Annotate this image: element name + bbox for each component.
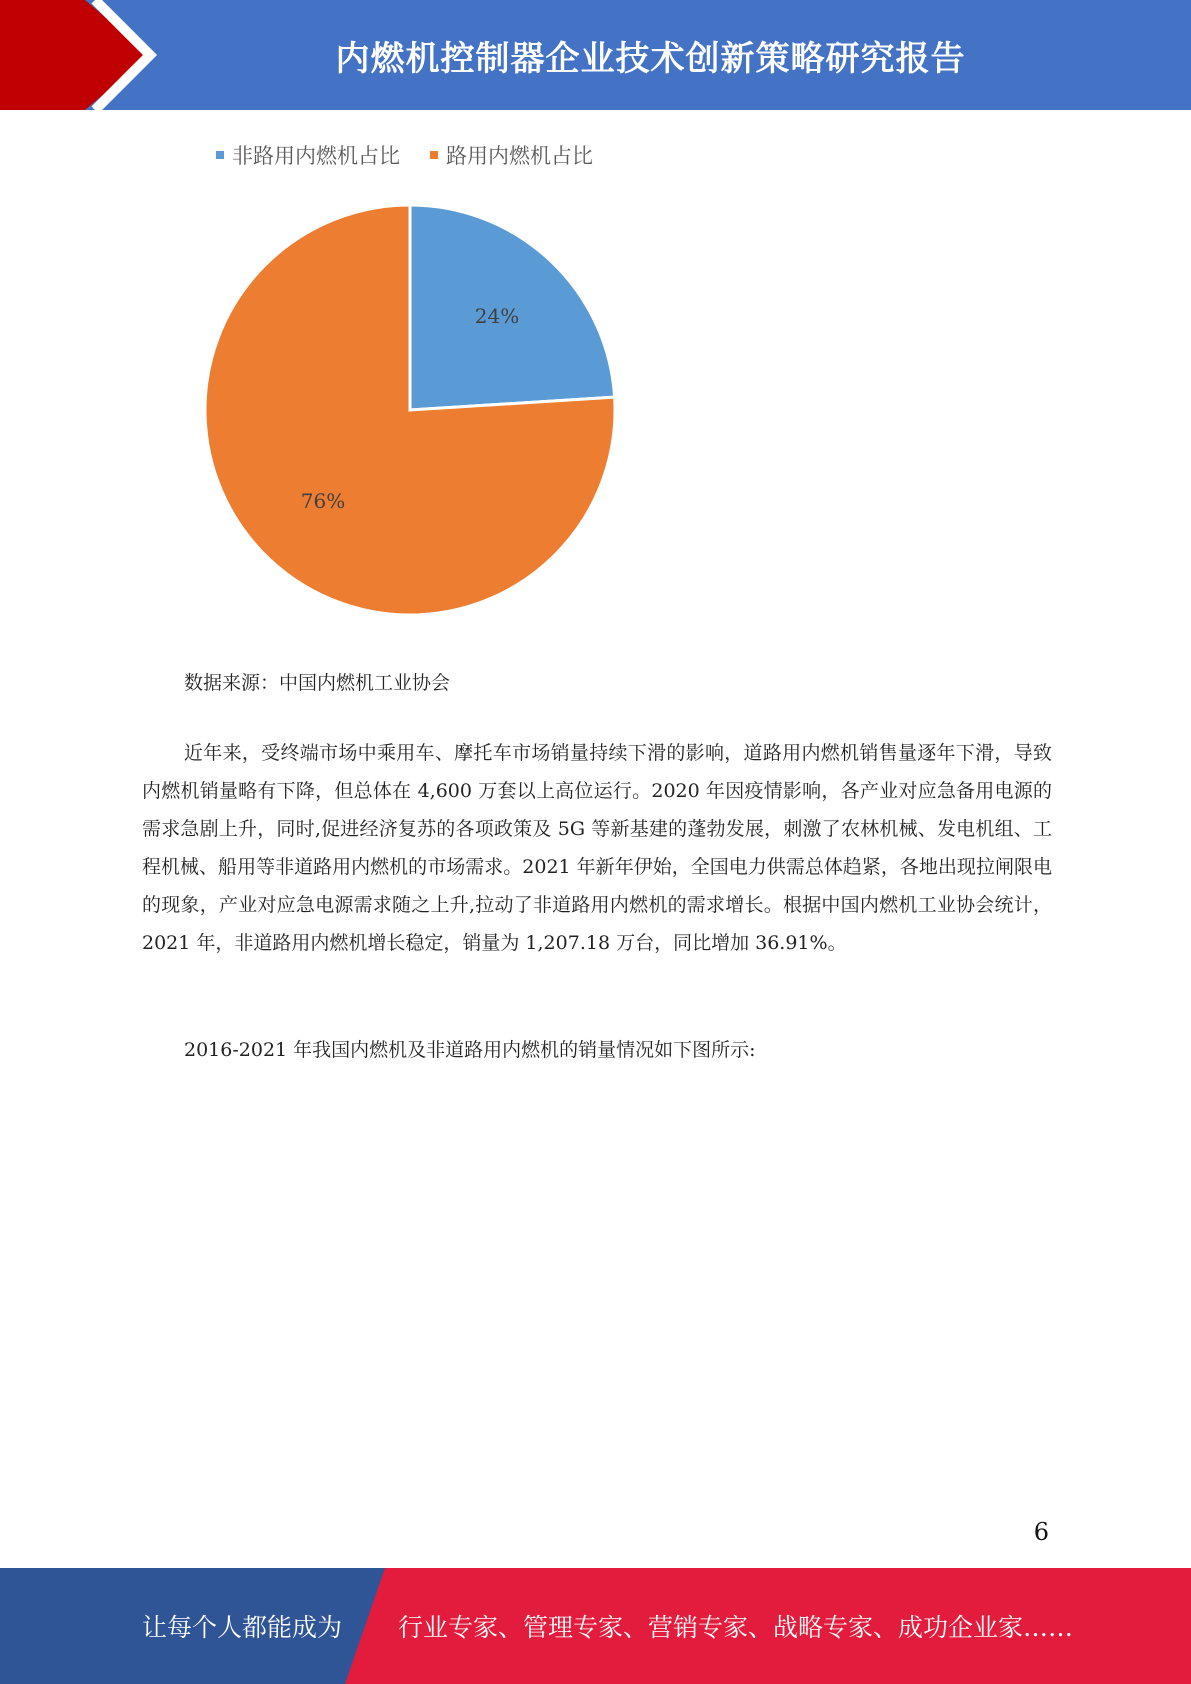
legend-swatch-orange — [430, 151, 438, 159]
footer-slogan-right: 行业专家、管理专家、营销专家、战略专家、成功企业家…… — [398, 1613, 1074, 1642]
chart-legend — [216, 140, 593, 170]
legend-item-non-road — [216, 140, 400, 170]
footer-slogan-left: 让每个人都能成为 — [142, 1613, 343, 1642]
data-source-note: 数据来源：中国内燃机工业协会 — [184, 672, 451, 694]
pie-chart — [195, 195, 625, 625]
legend-label-road: 路用内燃机占比 — [446, 144, 593, 168]
figure-lead-text: 2016-2021 年我国内燃机及非道路用内燃机的销量情况如下图所示: — [184, 1039, 756, 1061]
report-title: 内燃机控制器企业技术创新策略研究报告 — [335, 38, 966, 79]
body-paragraph: 近年来，受终端市场中乘用车、摩托车市场销量持续下滑的影响，道路用内燃机销售量逐年下滑，导致内燃机销量略有下降，但总体在 4,600 万套以上高位运行。2020 年因疫情影响，各产业对应急备用电源的需求急剧上升，同时,促进经济复苏的各项政策及 5G 等新基建的蓬勃发展，刺激了农林机械、发电机组、工程机械、船用等非道路用内燃机的市场需求。2021 年新年伊始，全国电力供需总体趋紧，各地出现拉闸限电的现象，产业对应急电源需求随之上升,拉动了非道路用内燃机的需求增长。根据中国内燃机工业协会统计，2021 年，非道路用内燃机增长稳定，销量为 1,207.18 万台，同比增加 36.91%。 — [142, 742, 1052, 954]
page-number: 6 — [1033, 1518, 1049, 1546]
legend-label-non-road: 非路用内燃机占比 — [232, 144, 400, 168]
footer-band — [0, 1568, 1191, 1684]
pie-data-label-1: 76% — [300, 489, 346, 514]
legend-swatch-blue — [216, 151, 224, 159]
pie-data-label-0: 24% — [474, 303, 520, 328]
legend-item-road — [430, 140, 593, 170]
header-band — [0, 0, 1191, 110]
